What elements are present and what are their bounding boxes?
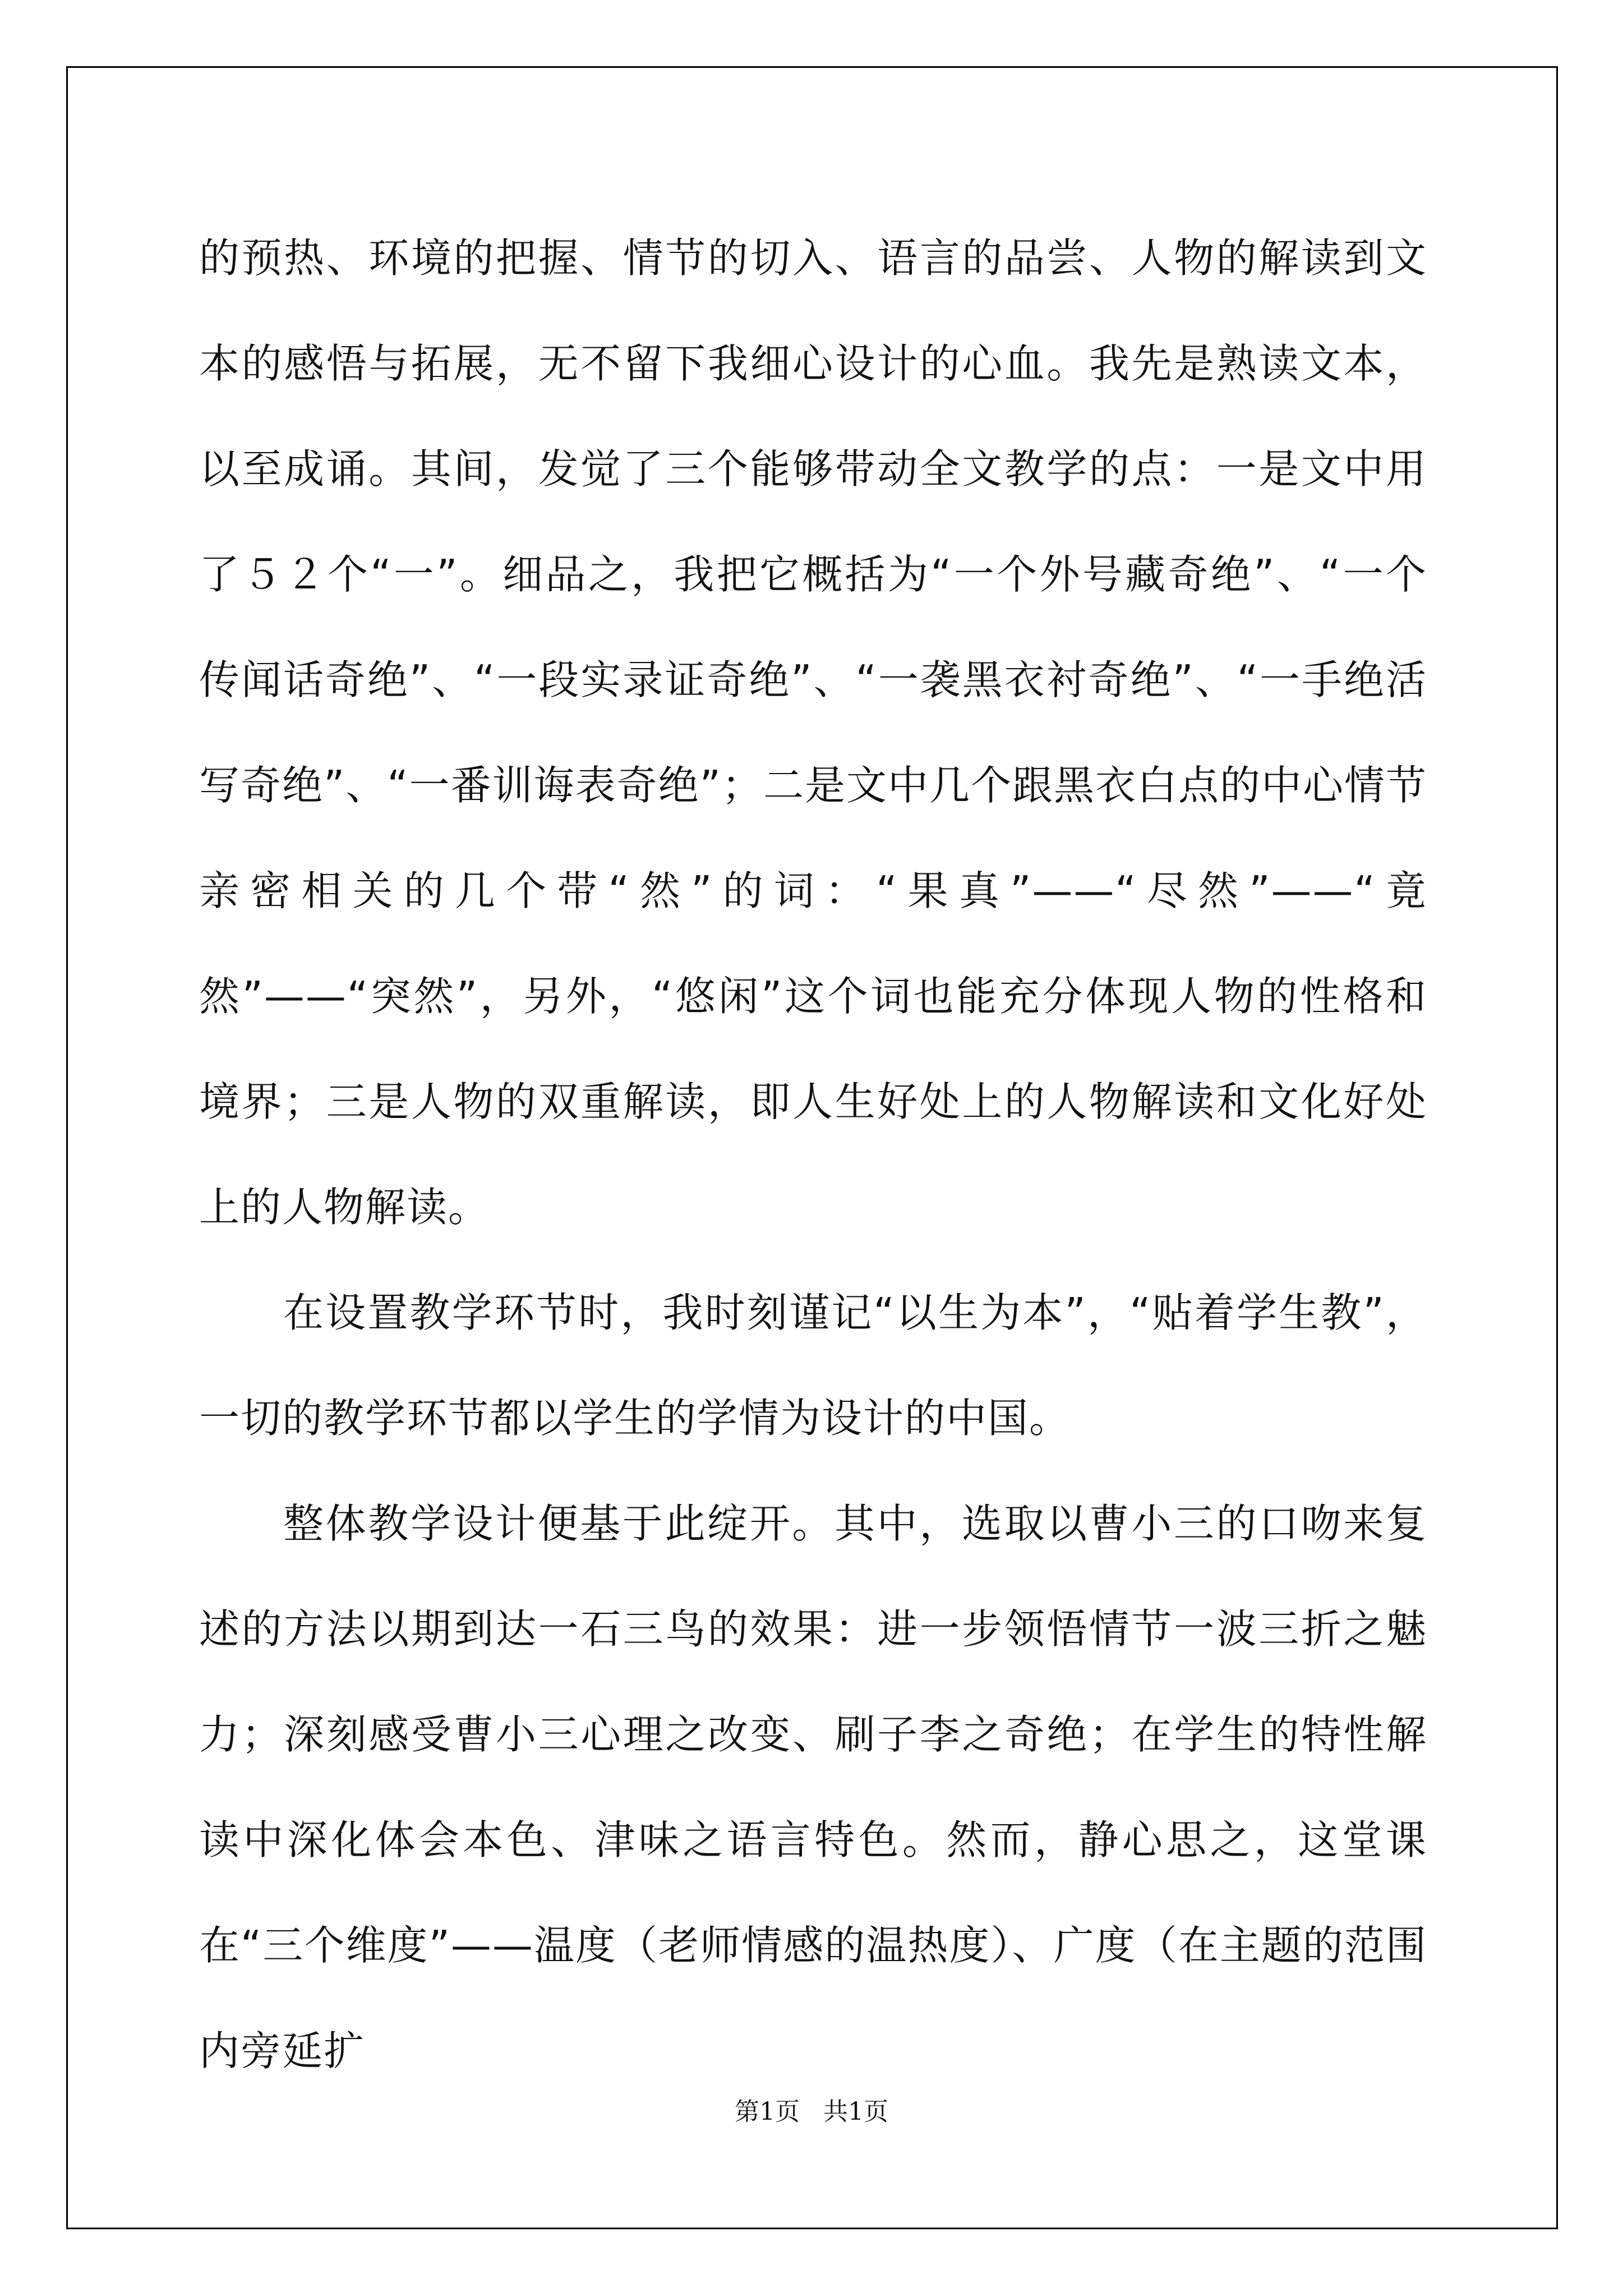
paragraph-3: 整体教学设计便基于此绽开。其中，选取以曹小三的口吻来复述的方法以期到达一石三鸟的效果：进一步领悟情节一波三折之魅力；深刻感受曹小三心理之改变、刷子李之奇绝；在学生的特性解读中深化体会本色、津味之语言特色。然而，静心思之，这堂课在“三个维度”——温度（老师情感的温热度）、广度（在主题的范围内旁延扩 <box>199 1500 1427 2074</box>
page-footer <box>0 2091 1623 2127</box>
paragraph-2: 在设置教学环节时，我时刻谨记“以生为本”，“贴着学生教”，一切的教学环节都以学生的学情为设计的中国。 <box>199 1289 1427 1442</box>
paragraph-1: 的预热、环境的把握、情节的切入、语言的品尝、人物的解读到文本的感悟与拓展，无不留下我细心设计的心血。我先是熟读文本，以至成诵。其间，发觉了三个能够带动全文教学的点：一是文中用了５２个“一”。细品之，我把它概括为“一个外号藏奇绝”、“一个传闻话奇绝”、“一段实录证奇绝”、“一袭黑衣衬奇绝”、“一手绝活写奇绝”、“一番训诲表奇绝”；二是文中几个跟黑衣白点的中心情节亲密相关的几个带“然”的词：“果真”——“尽然”——“竟然”——“突然”，另外，“悠闲”这个词也能充分体现人物的性格和境界；三是人物的双重解读，即人生好处上的人物解读和文化好处上的人物解读。 <box>199 234 1427 1231</box>
page-number: 第1页 <box>735 2097 800 2126</box>
page-total: 共1页 <box>823 2097 888 2126</box>
document-body <box>199 205 1427 2104</box>
